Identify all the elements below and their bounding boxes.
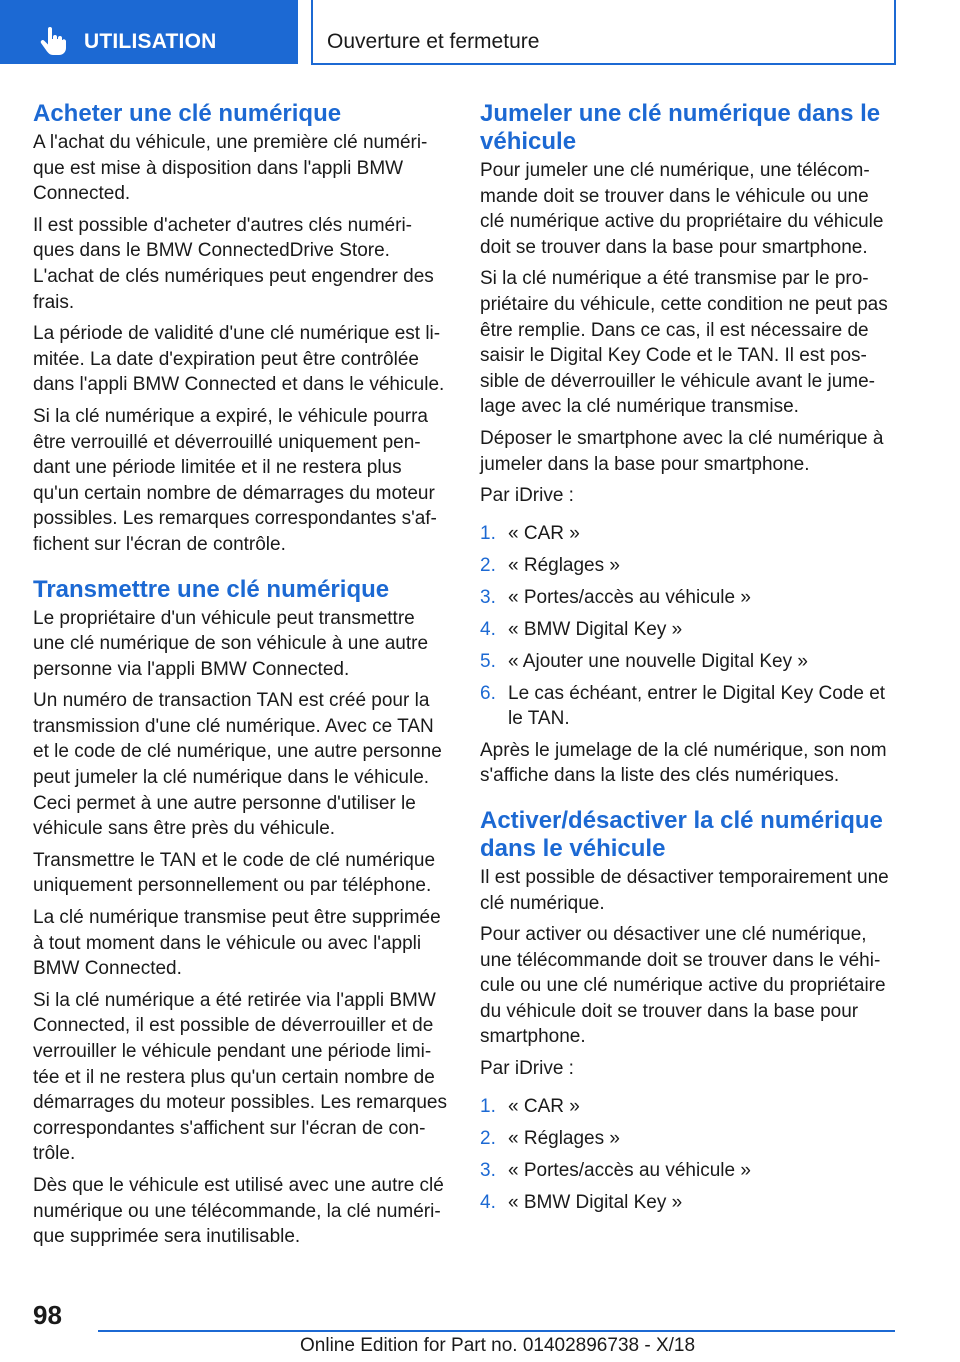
- paragraph: Un numéro de transaction TAN est créé pour la transmission d'une clé numérique. Avec ce TAN et le code de clé numérique, une autre personne peut jumeler la clé numérique dans le véhicule. Ceci permet à une autre personne d'utiliser le véhicule sans être près du véhicule.: [33, 690, 442, 840]
- step-number: 3.: [480, 586, 496, 608]
- step-number: 2.: [480, 554, 496, 576]
- header-divider-right: [894, 0, 896, 64]
- steps-list-activation: [480, 1094, 895, 1215]
- step-text: « Ajouter une nouvelle Digital Key »: [508, 650, 808, 672]
- list-item: [480, 649, 895, 674]
- heading-pair-digital-key: Jumeler une clé numérique dans le véhicule: [480, 100, 881, 155]
- list-item: [480, 1094, 895, 1119]
- paragraph: Par iDrive :: [480, 1058, 574, 1080]
- paragraph: Transmettre le TAN et le code de clé numérique uniquement personnellement ou par téléphone.: [33, 849, 436, 897]
- paragraph: Après le jumelage de la clé numérique, son nom s'affiche dans la liste des clés numériques.: [480, 739, 887, 787]
- step-text: Le cas échéant, entrer le Digital Key Code et le TAN.: [508, 682, 886, 729]
- chapter-title: Ouverture et fermeture: [327, 30, 540, 53]
- header-divider-left: [311, 0, 313, 64]
- paragraph: Déposer le smartphone avec la clé numérique à jumeler dans la base pour smartphone.: [480, 427, 884, 475]
- steps-list-pairing: [480, 521, 895, 731]
- paragraph: Si la clé numérique a été transmise par le pro-priétaire du véhicule, cette condition ne peut pas être remplie. Dans ce cas, il est nécessaire de saisir le Digital Key Code et le TAN. Il est pos-sible de déverrouiller le véhicule avant le jume-lage avec la clé numérique transmise.: [480, 268, 888, 418]
- paragraph: Si la clé numérique a expiré, le véhicule pourra être verrouillé et déverrouillé uniquement pen-dant une période limitée et il ne restera plus qu'un certain nombre de démarrages du moteur possibles. Les remarques correspondantes s'af-fichent sur l'écran de contrôle.: [33, 405, 437, 555]
- header-underline: [311, 63, 896, 65]
- list-item: [480, 1190, 895, 1215]
- step-text: « BMW Digital Key »: [508, 1191, 683, 1213]
- right-column: [480, 100, 895, 1222]
- paragraph: Dès que le véhicule est utilisé avec une autre clé numérique ou une télécommande, la clé numéri-que supprimée sera inutilisable.: [33, 1174, 444, 1248]
- paragraph: Il est possible d'acheter d'autres clés numéri-ques dans le BMW ConnectedDrive Store. L'achat de clés numériques peut engendrer des frais.: [33, 214, 434, 313]
- step-number: 4.: [480, 1191, 496, 1213]
- list-item: [480, 1158, 895, 1183]
- section-tab: [0, 0, 298, 64]
- step-number: 5.: [480, 650, 496, 672]
- paragraph: Par iDrive :: [480, 485, 574, 507]
- step-text: « Portes/accès au véhicule »: [508, 1159, 751, 1181]
- paragraph: Le propriétaire d'un véhicule peut transmettre une clé numérique de son véhicule à une autre personne via l'appli BMW Connected.: [33, 607, 429, 680]
- heading-buy-digital-key: Acheter une clé numérique: [33, 100, 342, 127]
- list-item: [480, 553, 895, 578]
- list-item: [480, 617, 895, 642]
- paragraph: La période de validité d'une clé numérique est li-mitée. La date d'expiration peut être contrôlée dans l'appli BMW Connected et dans le véhicule.: [33, 323, 445, 396]
- step-number: 6.: [480, 682, 496, 704]
- paragraph: Si la clé numérique a été retirée via l'appli BMW Connected, il est possible de déverrouiller et de verrouiller le véhicule pendant une période limi-tée et il ne restera plus qu'un certain nombre de démarrages du moteur possibles. Les remarques correspondantes s'affichent sur l'écran de con-trôle.: [33, 989, 447, 1165]
- step-text: « BMW Digital Key »: [508, 618, 683, 640]
- page-number: 98: [33, 1300, 62, 1330]
- paragraph: Pour jumeler une clé numérique, une télécom-mande doit se trouver dans le véhicule ou une clé numérique active du propriétaire du véhicule doit se trouver dans la base pour smartphone.: [480, 160, 884, 258]
- paragraph: A l'achat du véhicule, une première clé numéri-que est mise à disposition dans l'appli BMW Connected.: [33, 132, 428, 205]
- step-text: « Réglages »: [508, 1127, 620, 1149]
- step-number: 4.: [480, 618, 496, 640]
- list-item: [480, 681, 895, 731]
- step-text: « CAR »: [508, 522, 580, 544]
- step-number: 1.: [480, 1095, 496, 1117]
- step-number: 1.: [480, 522, 496, 544]
- step-text: « Portes/accès au véhicule »: [508, 586, 751, 608]
- step-text: « CAR »: [508, 1095, 580, 1117]
- list-item: [480, 1126, 895, 1151]
- left-column: [33, 100, 447, 1256]
- footer-rule: [98, 1330, 895, 1332]
- list-item: [480, 585, 895, 610]
- step-number: 3.: [480, 1159, 496, 1181]
- section-label: UTILISATION: [84, 30, 217, 53]
- footer-edition-text: Online Edition for Part no. 01402896738 - X/18: [300, 1335, 696, 1356]
- paragraph: Pour activer ou désactiver une clé numérique, une télécommande doit se trouver dans le véhi-cule ou une clé numérique active du propriétaire du véhicule doit se trouver dans la base pour smartphone.: [480, 924, 886, 1048]
- step-text: « Réglages »: [508, 554, 620, 576]
- heading-transfer-digital-key: Transmettre une clé numérique: [33, 575, 390, 603]
- list-item: [480, 521, 895, 546]
- hand-pointer-icon: [40, 27, 66, 55]
- paragraph: La clé numérique transmise peut être supprimée à tout moment dans le véhicule ou avec l'appli BMW Connected.: [33, 907, 441, 980]
- heading-activate-deactivate-key: Activer/désactiver la clé numérique dans le véhicule: [480, 806, 883, 862]
- paragraph: Il est possible de désactiver temporairement une clé numérique.: [480, 866, 889, 914]
- step-number: 2.: [480, 1127, 496, 1149]
